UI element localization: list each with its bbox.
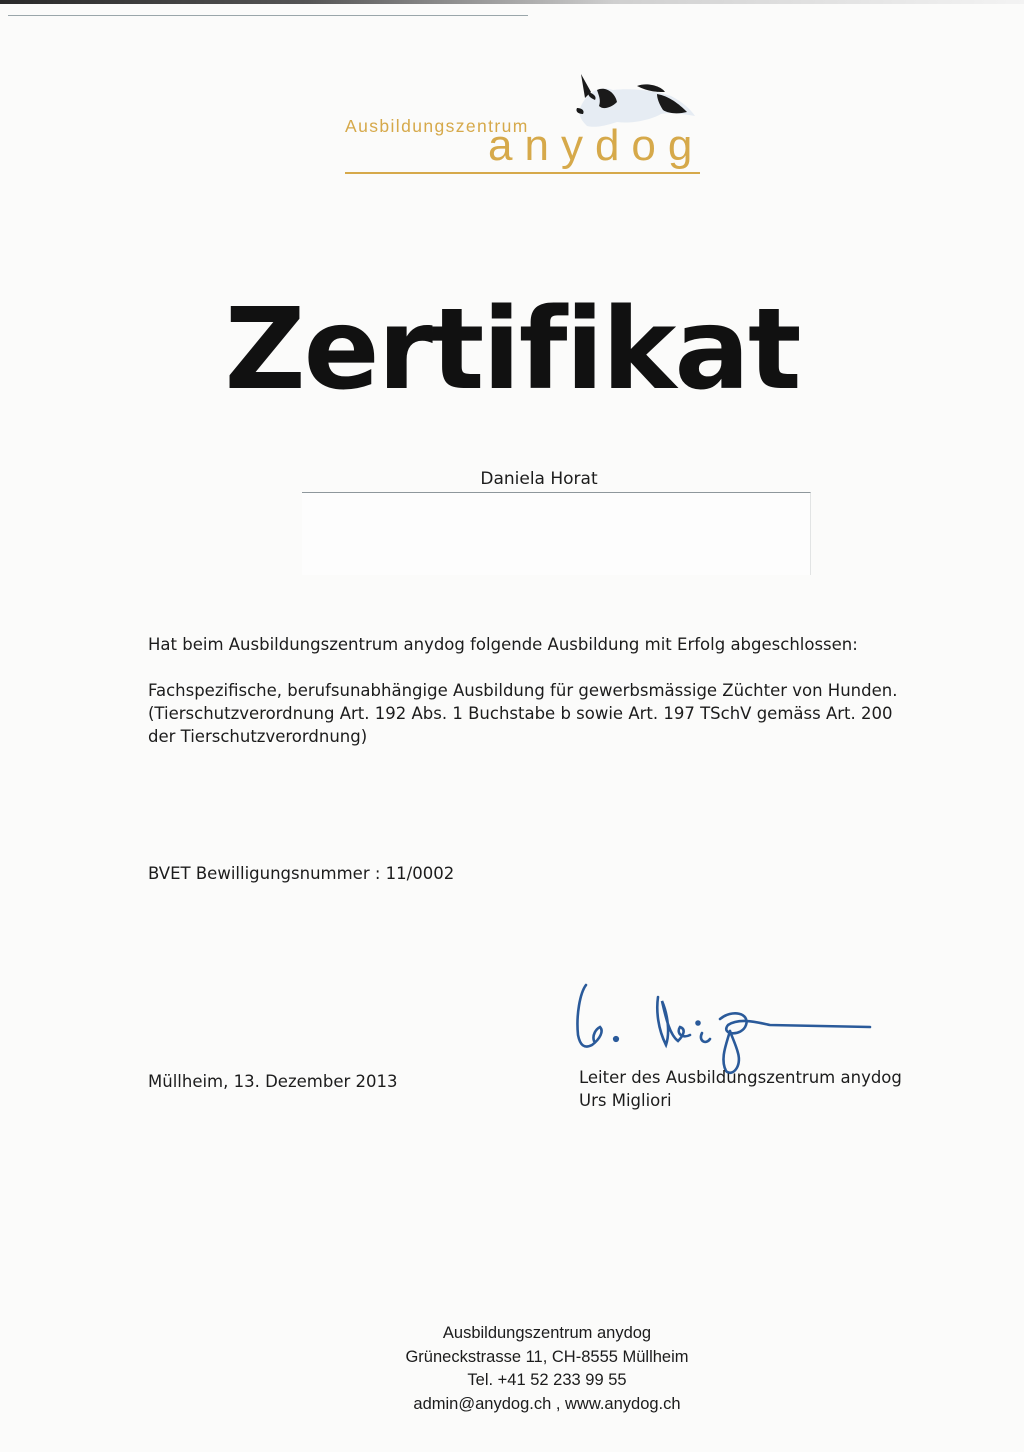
scan-edge-shadow: [0, 0, 1024, 4]
signatory-role: Leiter des Ausbildungszentrum anydog: [579, 1068, 902, 1087]
signatory-block: [579, 1066, 902, 1112]
course-line: (Tierschutzverordnung Art. 192 Abs. 1 Buchstabe b sowie Art. 197 TSchV gemäss Art. 200: [148, 704, 893, 723]
logo-underline: [345, 172, 700, 174]
anydog-logo: [343, 68, 743, 183]
footer-company: Ausbildungszentrum anydog: [442, 1324, 652, 1342]
course-line: der Tierschutzverordnung): [148, 727, 368, 746]
certificate-title: Zertifikat: [224, 285, 800, 415]
recipient-blank-area: [302, 492, 811, 575]
footer-address: [0, 1322, 1024, 1416]
logo-text-ausbildungszentrum: Ausbildungszentrum: [345, 116, 529, 136]
course-line: Fachspezifische, berufsunabhängige Ausbildung für gewerbsmässige Züchter von Hunden.: [148, 681, 898, 700]
signatory-name: Urs Migliori: [579, 1091, 672, 1110]
bvet-permit-number: BVET Bewilligungsnummer : 11/0002: [148, 864, 455, 883]
scan-edge-line: [8, 15, 528, 16]
place-and-date: Müllheim, 13. Dezember 2013: [148, 1072, 398, 1091]
intro-text: Hat beim Ausbildungszentrum anydog folgende Ausbildung mit Erfolg abgeschlossen:: [148, 635, 858, 654]
footer-phone: Tel. +41 52 233 99 55: [467, 1371, 627, 1389]
logo-text-anydog: anydog: [488, 121, 705, 170]
footer-email-web: admin@anydog.ch , www.anydog.ch: [413, 1394, 681, 1413]
footer-street: Grüneckstrasse 11, CH-8555 Müllheim: [405, 1347, 689, 1366]
course-description: [148, 679, 897, 748]
recipient-name: Daniela Horat: [480, 469, 598, 489]
